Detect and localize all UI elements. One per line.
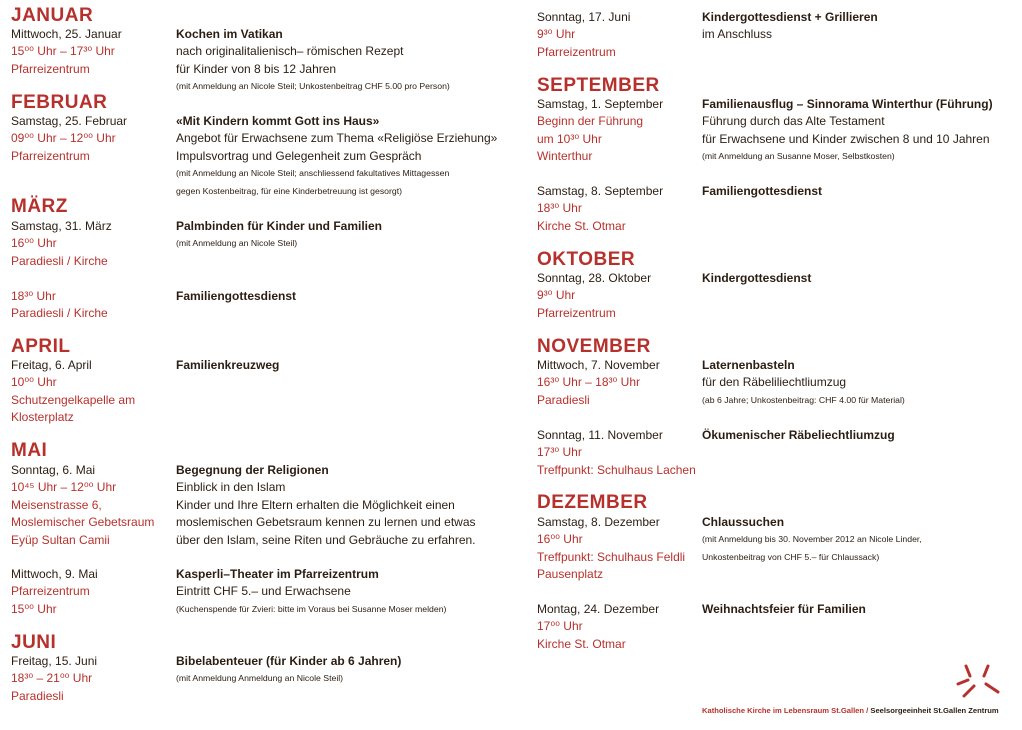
event-time: 17⁰⁰ Uhr	[537, 619, 583, 634]
event-title: Familiengottesdienst	[702, 184, 823, 198]
event-place: Pfarreizentrum	[11, 148, 90, 163]
event-mar-palmbinden	[11, 218, 511, 270]
event-description: Führung durch das Alte Testament	[702, 114, 885, 129]
event-sep-sinnorama	[537, 96, 1022, 166]
event-place: Paradiesli / Kirche	[11, 306, 108, 321]
church-logo-icon	[956, 662, 1012, 702]
event-note: (mit Anmeldung bis 30. November 2012 an Nicole Linder,	[702, 534, 922, 545]
event-place: Pfarreizentrum	[11, 61, 90, 76]
event-place: Pfarreizentrum	[537, 44, 616, 59]
event-date: Samstag, 8. September	[537, 184, 664, 198]
event-description: Kinder und Ihre Eltern erhalten die Möglichkeit einen	[176, 497, 455, 512]
month-heading-november: NOVEMBER	[537, 336, 651, 357]
event-place: Treffpunkt: Schulhaus Feldli	[537, 549, 686, 564]
event-feb-gott-im-haus	[11, 113, 511, 200]
event-time: 9³⁰ Uhr	[537, 27, 576, 42]
event-time: 18³⁰ Uhr	[11, 289, 56, 303]
event-time: 09⁰⁰ Uhr – 12⁰⁰ Uhr	[11, 131, 116, 146]
event-title: Ökumenischer Räbeliechtliumzug	[702, 428, 895, 442]
event-time: 10⁴⁵ Uhr – 12⁰⁰ Uhr	[11, 480, 117, 495]
event-description: Einblick in den Islam	[176, 480, 286, 495]
event-time: 9³⁰ Uhr	[537, 288, 576, 303]
event-date: Freitag, 15. Juni	[11, 654, 98, 668]
footer-org-name: Katholische Kirche im Lebensraum St.Gallen /	[702, 706, 869, 715]
event-title: Familiengottesdienst	[176, 289, 297, 303]
event-date: Mittwoch, 9. Mai	[11, 567, 98, 581]
event-place: Pfarreizentrum	[537, 305, 616, 320]
event-time: 15⁰⁰ Uhr	[11, 601, 57, 616]
event-note: (mit Anmeldung an Nicole Steil; anschliessend fakultatives Mittagessen	[176, 168, 450, 179]
event-time: 16⁰⁰ Uhr	[11, 236, 57, 251]
event-place: Pfarreizentrum	[11, 584, 90, 599]
event-date: Montag, 24. Dezember	[537, 602, 660, 616]
event-time: 17³⁰ Uhr	[537, 445, 582, 460]
event-title: Kindergottesdienst	[702, 271, 812, 285]
month-heading-dezember: DEZEMBER	[537, 492, 648, 513]
month-heading-januar: JANUAR	[11, 5, 94, 26]
event-time: Beginn der Führung	[537, 114, 644, 129]
event-date: Samstag, 8. Dezember	[537, 515, 660, 529]
event-place: Meisenstrasse 6,	[11, 497, 102, 512]
event-description: nach originalitalienisch– römischen Rezept	[176, 44, 404, 59]
event-description: moslemischen Gebetsraum kennen zu lernen und etwas	[176, 515, 476, 530]
event-place: Treffpunkt: Schulhaus Lachen	[537, 462, 696, 477]
event-time: 16⁰⁰ Uhr	[537, 532, 583, 547]
event-time: 10⁰⁰ Uhr	[11, 375, 57, 390]
event-okt-kindergottesdienst	[537, 270, 1022, 322]
event-mai-religionen	[11, 462, 511, 549]
event-nov-raebeliechtliumzug	[537, 427, 1022, 479]
event-description: im Anschluss	[702, 27, 773, 42]
footer-organization	[702, 706, 999, 715]
event-note: gegen Kostenbeitrag, für eine Kinderbetreuung ist gesorgt)	[176, 185, 403, 196]
event-title: Familienkreuzweg	[176, 358, 280, 372]
event-jun-bibelabenteuer	[11, 653, 511, 705]
month-heading-maerz: MÄRZ	[11, 196, 68, 217]
event-mar-familiengottesdienst	[11, 288, 511, 323]
event-description: Angebot für Erwachsene zum Thema «Religiöse Erziehung»	[176, 131, 498, 146]
month-heading-februar: FEBRUAR	[11, 92, 108, 113]
event-place: Klosterplatz	[11, 410, 74, 425]
event-description: für den Räbeliliechtliumzug	[702, 375, 847, 390]
event-note: Unkostenbeitrag von CHF 5.– für Chlaussack)	[702, 551, 880, 562]
event-date: Freitag, 6. April	[11, 358, 92, 372]
footer-unit-name: Seelsorgeeinheit St.Gallen Zentrum	[870, 706, 999, 715]
event-description: Impulsvortrag und Gelegenheit zum Gespräch	[176, 148, 422, 163]
event-time: 16³⁰ Uhr – 18³⁰ Uhr	[537, 375, 640, 390]
event-title: Kochen im Vatikan	[176, 27, 283, 41]
event-title: Bibelabenteuer (für Kinder ab 6 Jahren)	[176, 654, 402, 668]
event-title: Begegnung der Religionen	[176, 463, 329, 477]
event-time: 18³⁰ Uhr	[537, 201, 582, 216]
event-description: für Erwachsene und Kinder zwischen 8 und 10 Jahren	[702, 131, 990, 146]
event-time: um 10³⁰ Uhr	[537, 131, 602, 146]
event-place: Pausenplatz	[537, 567, 604, 582]
event-date: Mittwoch, 25. Januar	[11, 27, 122, 41]
event-place: Moslemischer Gebetsraum	[11, 515, 155, 530]
event-jan-kochen	[11, 26, 511, 96]
event-time: 15⁰⁰ Uhr – 17³⁰ Uhr	[11, 44, 115, 59]
event-place: Schutzengelkapelle am	[11, 392, 136, 407]
event-date: Samstag, 1. September	[537, 97, 664, 111]
event-note: (mit Anmeldung Anmeldung an Nicole Steil)	[176, 673, 344, 684]
event-nov-laternenbasteln	[537, 357, 1022, 409]
event-place: Eyüp Sultan Camii	[11, 532, 110, 547]
month-heading-september: SEPTEMBER	[537, 75, 660, 96]
month-heading-juni: JUNI	[11, 632, 57, 653]
event-date: Mittwoch, 7. November	[537, 358, 660, 372]
event-apr-kreuzweg	[11, 357, 511, 427]
event-mai-kasperli	[11, 566, 511, 618]
event-note: (mit Anmeldung an Nicole Steil)	[176, 238, 298, 249]
event-note: (Kuchenspende für Zvieri: bitte im Voraus bei Susanne Moser melden)	[176, 603, 447, 614]
event-description: über den Islam, seine Riten und Gebräuche zu erfahren.	[176, 532, 476, 547]
event-place: Kirche St. Otmar	[537, 636, 626, 651]
event-title: Kasperli–Theater im Pfarreizentrum	[176, 567, 379, 581]
event-time: 18³⁰ – 21⁰⁰ Uhr	[11, 671, 93, 686]
event-jun-kindergottesdienst-grill	[537, 9, 1022, 61]
event-date: Sonntag, 17. Juni	[537, 10, 631, 24]
event-title: Chlaussuchen	[702, 515, 785, 529]
event-title: Laternenbasteln	[702, 358, 795, 372]
event-date: Sonntag, 28. Oktober	[537, 271, 652, 285]
event-place: Winterthur	[537, 149, 593, 164]
event-note: (mit Anmeldung an Nicole Steil; Unkostenbeitrag CHF 5.00 pro Person)	[176, 81, 450, 92]
event-date: Samstag, 25. Februar	[11, 114, 128, 128]
event-date: Samstag, 31. März	[11, 219, 112, 233]
event-title: Weihnachtsfeier für Familien	[702, 602, 866, 616]
event-dez-chlaussuchen	[537, 514, 1022, 584]
month-heading-april: APRIL	[11, 336, 71, 357]
event-title: Kindergottesdienst + Grillieren	[702, 10, 878, 24]
event-dez-weihnachtsfeier	[537, 601, 1022, 653]
event-description: Eintritt CHF 5.– und Erwachsene	[176, 584, 351, 599]
event-title: Palmbinden für Kinder und Familien	[176, 219, 383, 233]
event-sep-familiengottesdienst	[537, 183, 1022, 235]
event-place: Paradiesli / Kirche	[11, 253, 108, 268]
event-place: Paradiesli	[11, 688, 64, 703]
month-heading-oktober: OKTOBER	[537, 249, 636, 270]
month-heading-mai: MAI	[11, 440, 48, 461]
event-description: für Kinder von 8 bis 12 Jahren	[176, 61, 337, 76]
event-note: (mit Anmeldung an Susanne Moser, Selbstkosten)	[702, 151, 895, 162]
event-place: Kirche St. Otmar	[537, 218, 626, 233]
event-place: Paradiesli	[537, 392, 590, 407]
event-date: Sonntag, 6. Mai	[11, 463, 96, 477]
event-date: Sonntag, 11. November	[537, 428, 663, 442]
event-title: «Mit Kindern kommt Gott ins Haus»	[176, 114, 380, 128]
event-title: Familienausflug – Sinnorama Winterthur (Führung)	[702, 97, 993, 111]
event-note: (ab 6 Jahre; Unkostenbeitrag: CHF 4.00 für Material)	[702, 394, 905, 405]
